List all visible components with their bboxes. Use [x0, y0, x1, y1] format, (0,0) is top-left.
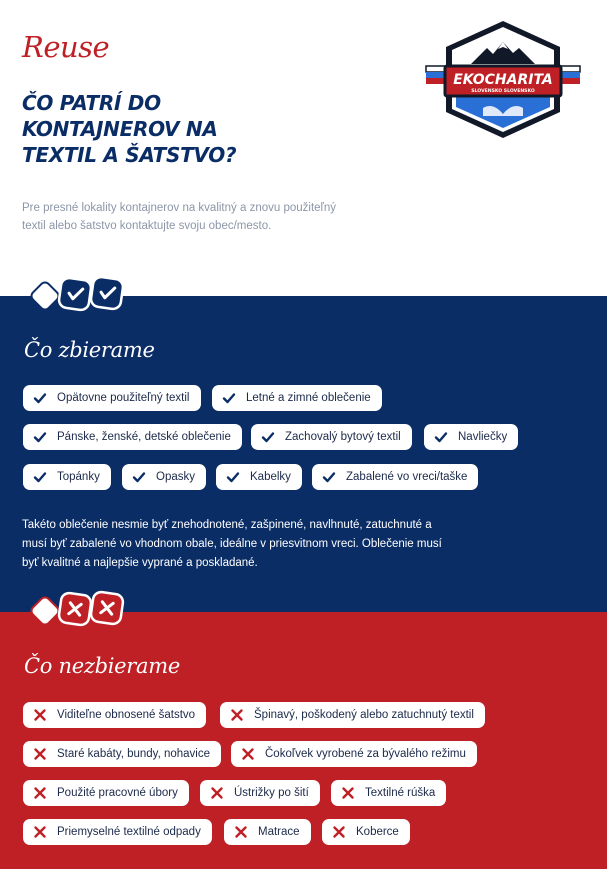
cross-icon: [234, 825, 248, 839]
cross-icon: [332, 825, 346, 839]
reject-item: [23, 780, 189, 806]
reject-item: [220, 702, 485, 728]
note-line: musí byť zabalené vo vhodnom obale, ideálne v priesvitnom vreci. Oblečenie musí: [22, 538, 442, 550]
check-icon: [226, 470, 240, 484]
reject-item: [331, 780, 446, 806]
title-line: ČO PATRÍ DO: [22, 91, 161, 115]
collect-item-label: Kabelky: [250, 471, 291, 483]
reject-item-label: Koberce: [356, 826, 399, 838]
cross-icon: [33, 747, 47, 761]
check-icon: [132, 470, 146, 484]
collect-title: Čo zbierame: [24, 338, 155, 362]
reject-item-label: Matrace: [258, 826, 300, 838]
cross-icon: [210, 786, 224, 800]
logo-subtitle: SLOVENSKO SLOVENSKO: [471, 89, 535, 94]
check-icon: [261, 430, 275, 444]
reject-item: [231, 741, 477, 767]
collect-item-label: Zabalené vo vreci/taške: [346, 471, 468, 483]
intro-line: textil alebo šatstvo kontaktujte svoju obec/mesto.: [22, 220, 272, 232]
intro-text: [22, 199, 362, 235]
reject-item-label: Priemyselné textilné odpady: [57, 826, 201, 838]
check-icon: [322, 470, 336, 484]
collect-item: [212, 385, 382, 411]
cross-icon: [33, 825, 47, 839]
collect-item: [216, 464, 302, 490]
note-line: byť kvalitné a najlepšie vyprané a poskladané.: [22, 557, 258, 569]
check-icon: [222, 391, 236, 405]
ekocharita-logo: [423, 18, 583, 140]
header-section: [0, 0, 607, 296]
collect-item-label: Navliečky: [458, 431, 508, 443]
collect-item-label: Topánky: [57, 471, 100, 483]
collect-item-label: Letné a zimné oblečenie: [246, 392, 371, 404]
cross-badges: [27, 589, 137, 637]
collect-item: [251, 424, 412, 450]
kicker-reuse: Reuse: [22, 30, 110, 64]
reject-item-label: Čokoľvek vyrobené za bývalého režimu: [265, 748, 466, 760]
collect-item: [23, 385, 201, 411]
collect-item-label: Zachovalý bytový textil: [285, 431, 401, 443]
reject-item: [224, 819, 311, 845]
reject-item-label: Použité pracovné úbory: [57, 787, 178, 799]
collect-item: [23, 424, 242, 450]
reject-item: [23, 741, 221, 767]
reject-item: [322, 819, 410, 845]
collect-item-label: Opasky: [156, 471, 195, 483]
check-icon: [434, 430, 448, 444]
check-badges: [27, 274, 137, 322]
note-line: Takéto oblečenie nesmie byť znehodnotené, zašpinené, navlhnuté, zatuchnuté a: [22, 519, 432, 531]
cross-icon: [33, 786, 47, 800]
collect-note: [22, 516, 462, 573]
cross-icon: [241, 747, 255, 761]
reject-item-label: Textilné rúška: [365, 787, 436, 799]
intro-line: Pre presné lokality kontajnerov na kvalitný a znovu použiteľný: [22, 202, 337, 214]
reject-item: [200, 780, 320, 806]
cross-icon: [230, 708, 244, 722]
collect-item: [312, 464, 478, 490]
check-icon: [33, 470, 47, 484]
collect-item: [424, 424, 518, 450]
check-icon: [33, 430, 47, 444]
reject-item-label: Špinavý, poškodený alebo zatuchnutý textil: [254, 709, 474, 721]
collect-item-label: Pánske, ženské, detské oblečenie: [57, 431, 231, 443]
collect-item: [122, 464, 206, 490]
reject-item: [23, 819, 212, 845]
reject-item-label: Viditeľne obnosené šatstvo: [57, 709, 196, 721]
reject-item-label: Ústrižky po šití: [234, 787, 309, 799]
check-icon: [33, 391, 47, 405]
cross-icon: [341, 786, 355, 800]
collect-item: [23, 464, 111, 490]
reject-title: Čo nezbierame: [24, 654, 180, 678]
logo-name: EKOCHARITA: [453, 72, 553, 88]
reject-item: [23, 702, 206, 728]
title-line: TEXTIL A ŠATSTVO?: [22, 143, 237, 167]
collect-item-label: Opätovne použiteľný textil: [57, 392, 190, 404]
title-line: KONTAJNEROV NA: [22, 117, 218, 141]
reject-item-label: Staré kabáty, bundy, nohavice: [57, 748, 211, 760]
cross-icon: [33, 708, 47, 722]
page-title: [22, 90, 322, 168]
